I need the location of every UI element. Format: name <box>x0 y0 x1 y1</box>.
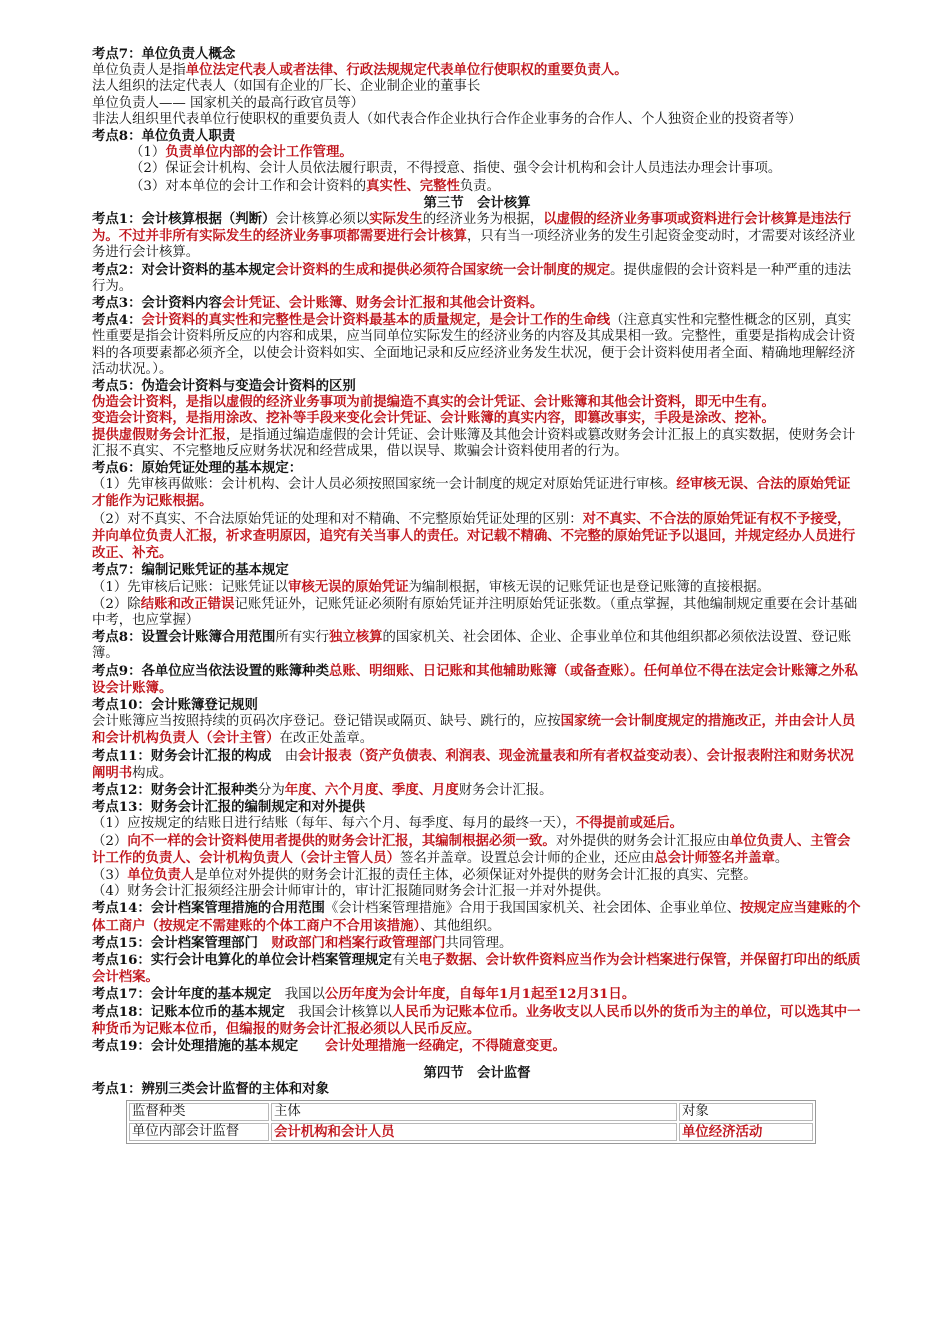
table-header-cell: 监督种类 <box>129 1103 269 1121</box>
table-row <box>129 1123 813 1141</box>
s3-k5-title: 考点5：伪造会计资料与变造会计资料的区别 <box>92 378 356 395</box>
s3-k18: 考点18：记账本位币的基本规定 我国会计核算以人民币为记账本位币。业务收支以人民币以外的货币为主的单位，可以选其中一种货币为记账本位币，但编报的财务会计汇报必须以人民币反应。 <box>92 1003 861 1037</box>
s3-k19: 考点19：会计处理措施的基本规定 会计处理措施一经确定，不得随意变更。 <box>92 1037 566 1054</box>
k8-item-1: （1）负责单位内部的会计工作管理。 <box>130 144 353 161</box>
s3-k5-false-report: 提供虚假财务会计汇报，是指通过编造虚假的会计凭证、会计账簿及其他会计资料或篡改财务会计汇报上的真实数据，使财务会计汇报不真实、不完整地反应财务状况和经营成果，借以误导、欺骗会计资料使用者的行为。 <box>92 426 856 459</box>
s3-k6-title: 考点6：原始凭证处理的基本规定： <box>92 460 303 477</box>
s3-k9: 考点9：各单位应当依法设置的账簿种类总账、明细账、日记账和其他辅助账簿（或备查账）。任何单位不得在法定会计账簿之外私设会计账簿。 <box>92 662 858 696</box>
s3-k11: 考点11：财务会计汇报的构成 由会计报表（资产负债表、利润表、现金流量表和所有者权益变动表）、会计报表附注和财务状况阐明书构成。 <box>92 747 854 781</box>
s3-k15: 考点15：会计档案管理部门 财政部门和档案行政管理部门共同管理。 <box>92 934 513 951</box>
s3-k13-item-3: （3）单位负责人是单位对外提供的财务会计汇报的责任主体，必须保证对外提供的财务会计汇报的真实、完整。 <box>92 866 757 883</box>
k7-non-legal: 非法人组织里代表单位行使职权的重要负责人（如代表合作企业执行合作企业事务的合作人、个人独资企业的投资者等） <box>92 111 802 127</box>
k7-title: 考点7：单位负责人概念 <box>92 46 236 62</box>
s3-k5-alter: 变造会计资料，是指用涂改、挖补等手段来变化会计凭证、会计账簿的真实内容，即篡改事实，手段是涂改、挖补。 <box>92 410 775 427</box>
s3-k16: 考点16：实行会计电算化的单位会计档案管理规定有关电子数据、会计软件资料应当作为会计档案进行保管，并保留打印出的纸质会计档案。 <box>92 951 861 986</box>
s3-k17: 考点17：会计年度的基本规定 我国以公历年度为会计年度，自每年1月1起至12月31日。 <box>92 986 636 1003</box>
s3-k2: 考点2：对会计资料的基本规定会计资料的生成和提供必须符合国家统一会计制度的规定。提供虚假的会计资料是一种严重的违法行为。 <box>92 261 852 294</box>
document-body <box>92 46 862 1144</box>
table-cell: 会计机构和会计人员 <box>271 1123 677 1141</box>
s3-k3: 考点3：会计资料内容会计凭证、会计账簿、财务会计汇报和其他会计资料。 <box>92 295 544 312</box>
table-header-cell: 对象 <box>679 1103 813 1121</box>
section-4-heading: 第四节 会计监督 <box>423 1065 531 1082</box>
s3-k14: 考点14：会计档案管理措施的合用范围《会计档案管理措施》合用于我国国家机关、社会团体、企事业单位、按规定应当建账的个体工商户（按规定不需建账的个体工商户不合用该措施）、其他组织。 <box>92 900 861 934</box>
s3-k8: 考点8：设置会计账簿合用范围所有实行独立核算的国家机关、社会团体、企业、企事业单位和其他组织都必须依法设置、登记账簿。 <box>92 629 852 662</box>
section-3-heading: 第三节 会计核算 <box>423 194 531 211</box>
k7-legal-rep: 法人组织的法定代表人（如国有企业的厂长、企业制企业的董事长 <box>92 79 481 95</box>
s3-k6-item-1: （1）先审核再做账：会计机构、会计人员必须按照国家统一会计制度的规定对原始凭证进行审核。经审核无误、合法的原始凭证才能作为记账根据。 <box>92 476 851 510</box>
table-header-row <box>129 1103 813 1121</box>
k8-item-2: （2）保证会计机构、会计人员依法履行职责，不得授意、指使、强令会计机构和会计人员违法办理会计事项。 <box>130 161 782 177</box>
s3-k1: 考点1：会计核算根据（判断）会计核算必须以实际发生的经济业务为根据，以虚假的经济业务事项或资料进行会计核算是违法行为。不过并非所有实际发生的经济业务事项都需要进行会计核算，只有当一项经济业务的发生引起资金变动时，才需要对该经济业务进行会计核算。 <box>92 211 856 261</box>
k8-item-3: （3）对本单位的会计工作和会计资料的真实性、完整性负责。 <box>130 177 501 194</box>
s3-k7-title: 考点7：编制记账凭证的基本规定 <box>92 562 289 579</box>
spacer <box>92 1055 862 1065</box>
s3-k13-title: 考点13：财务会计汇报的编制规定和对外提供 <box>92 799 366 816</box>
s3-k7-item-2: （2）除结账和改正错误记账凭证外，记账凭证必须附有原始凭证并注明原始凭证张数。（重点掌握，其他编制规定重要在会计基础中考，也应掌握） <box>92 595 858 628</box>
k7-definition: 单位负责人是指单位法定代表人或者法律、行政法规规定代表单位行使职权的重要负责人。 <box>92 62 628 79</box>
k7-head: 单位负责人—— 国家机关的最高行政官员等） <box>92 95 365 111</box>
s3-k13-item-2: （2）向不一样的会计资料使用者提供的财务会计汇报，其编制根据必须一致。对外提供的财务会计汇报应由单位负责人、主管会计工作的负责人、会计机构负责人（会计主管人员）签名并盖章。设置总会计师的企业，还应由总会计师签名并盖章。 <box>92 832 851 866</box>
s3-k10-title: 考点10：会计账簿登记规则 <box>92 696 258 713</box>
s3-k6-item-2: （2）对不真实、不合法原始凭证的处理和对不精确、不完整原始凭证处理的区别：对不真实、不合法的原始凭证有权不予接受，并向单位负责人汇报，祈求查明原因，追究有关当事人的责任。对记载不精确、不完整的原始凭证予以退回，并规定经办人员进行改正、补充。 <box>92 510 856 562</box>
s3-k10-rule: 会计账簿应当按照持续的页码次序登记。登记错误或隔页、缺号、跳行的，应按国家统一会计制度规定的措施改正，并由会计人员和会计机构负责人（会计主管）在改正处盖章。 <box>92 713 856 747</box>
supervision-table <box>126 1100 816 1144</box>
s3-k13-item-4: （4）财务会计汇报须经注册会计师审计的，审计汇报随同财务会计汇报一并对外提供。 <box>92 884 610 900</box>
s3-k7-item-1: （1）先审核后记账：记账凭证以审核无误的原始凭证为编制根据，审核无误的记账凭证也是登记账簿的直接根据。 <box>92 578 771 595</box>
k8-title: 考点8：单位负责人职责 <box>92 128 236 145</box>
table-header-cell: 主体 <box>271 1103 677 1121</box>
s4-k1-title: 考点1：辨别三类会计监督的主体和对象 <box>92 1081 329 1098</box>
table-cell: 单位经济活动 <box>679 1123 813 1141</box>
s3-k5-forge: 伪造会计资料，是指以虚假的经济业务事项为前提编造不真实的会计凭证、会计账簿和其他会计资料，即无中生有。 <box>92 394 775 411</box>
s3-k12: 考点12：财务会计汇报种类分为年度、六个月度、季度、月度财务会计汇报。 <box>92 781 553 798</box>
s3-k13-item-1: （1）应按规定的结账日进行结账（每年、每六个月、每季度、每月的最终一天），不得提前或延后。 <box>92 815 684 832</box>
table-cell: 单位内部会计监督 <box>129 1123 269 1141</box>
s3-k4: 考点4：会计资料的真实性和完整性是会计资料最基本的质量规定，是会计工作的生命线（注意真实性和完整性概念的区别，真实性重要是指会计资料所反应的内容和成果，应当同单位实际发生的经济业务的内容及其成果相一致。完整性，重要是指构成会计资料的各项要素都必须齐全，以使会计资料如实、全面地记录和反应经济业务发生状况，便于会计资料使用者全面、精确地理解经济活动状况。）。 <box>92 312 856 377</box>
